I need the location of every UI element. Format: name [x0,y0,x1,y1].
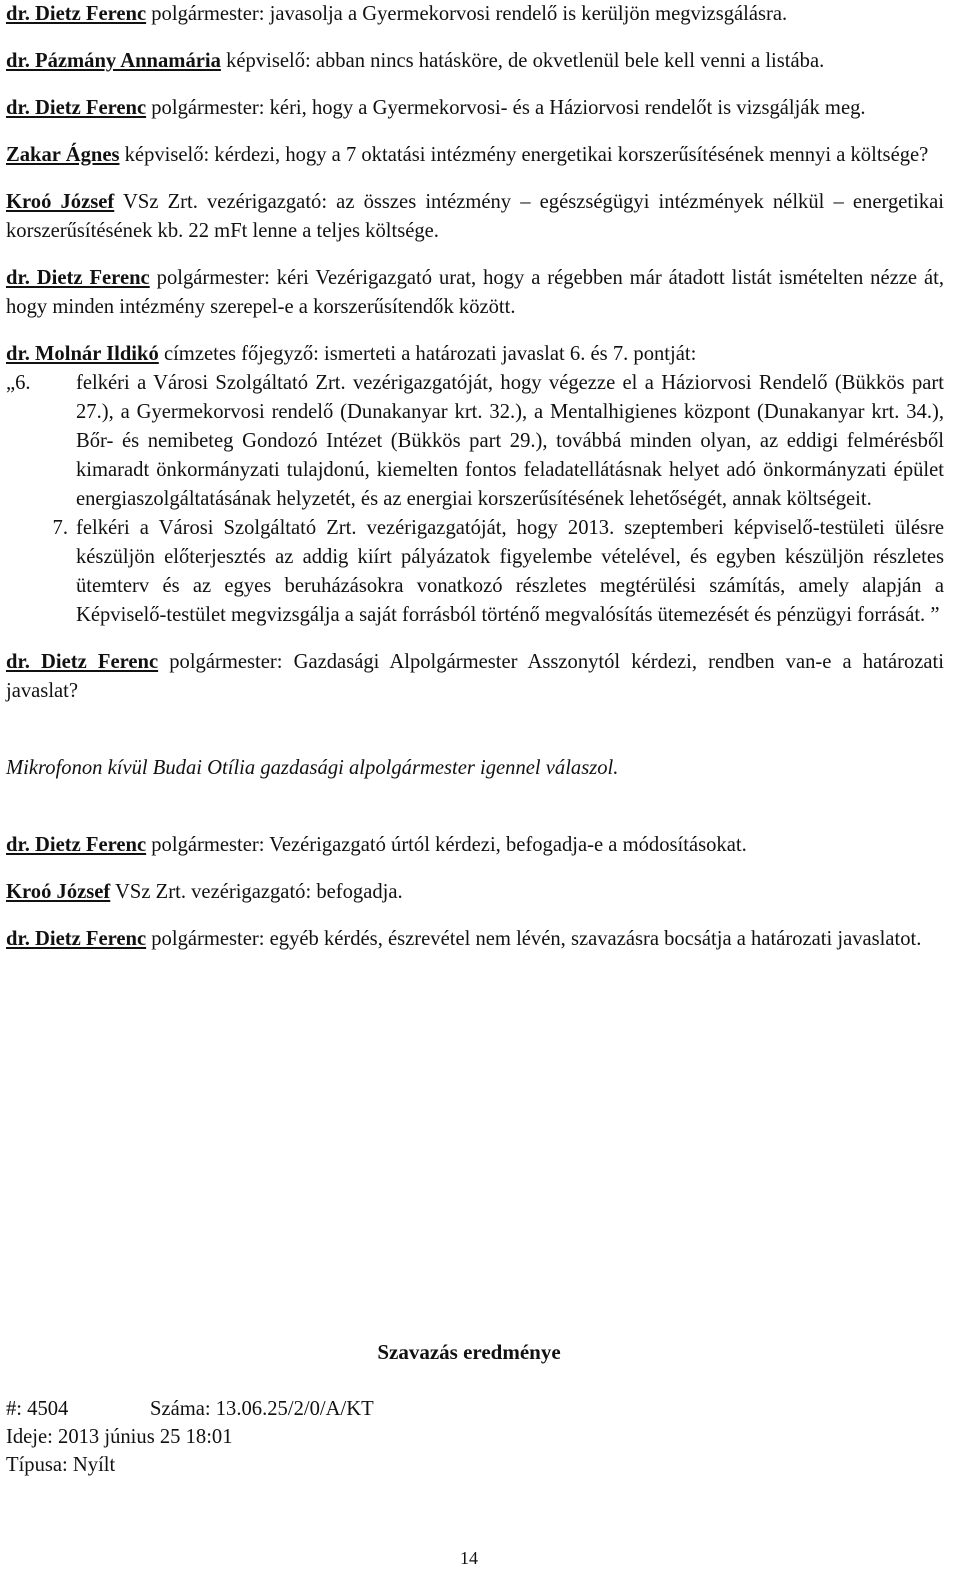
followup-paragraphs [6,648,944,706]
speaker-text: polgármester: Vezérigazgató úrtól kérdezi, befogadja-e a módosításokat. [146,834,747,856]
speaker-text: polgármester: kéri Vezérigazgató urat, hogy a régebben már átadott listát ismételten nézze át, hogy minden intézmény szerepel-e a korszerűsítendők között. [6,267,944,318]
speaker-name: Zakar Ágnes [6,144,120,166]
italic-note: Mikrofonon kívül Budai Otília gazdasági alpolgármester igennel válaszol. [6,757,619,779]
speaker-name: dr. Pázmány Annamária [6,50,221,72]
speaker-text: polgármester: javasolja a Gyermekorvosi rendelő is kerüljön megvizsgálásra. [146,3,788,25]
speaker-paragraph [6,340,944,369]
speaker-paragraph [6,264,944,322]
speaker-paragraph [6,878,944,907]
speaker-paragraph [6,648,944,706]
speaker-name: dr. Dietz Ferenc [6,651,159,673]
speaker-paragraph [6,47,944,76]
closing-paragraphs [6,831,944,954]
speaker-text: címzetes főjegyző: ismerteti a határozati javaslat 6. és 7. pontját: [158,343,697,365]
page-number: 14 [460,1548,478,1568]
speaker-name: Kroó József [6,191,115,213]
list-text: felkéri a Városi Szolgáltató Zrt. vezérigazgatóját, hogy végezze el a Háziorvosi Rendelő (Bükkös part 27.), a Gyermekorvosi rendelő (Dunakanyar krt. 32.), a Mentalhigienes központ (Dunakanyar krt. 34.), Bőr- és nemibeteg Gondozó Intézet (Bükkös part 29.), továbbá minden olyan, az eddigi felmérésből kimaradt önkormányzati tulajdonú, kiemelten fontos feladatellátásnak helyet adó önkormányzati épület energiaszolgáltatásának helyzetét, és az energiai korszerűsítésének lehetőségét, annak költségeit. [76,372,944,510]
vote-type: Típusa: Nyílt [6,1454,116,1476]
list-number: „6. [6,372,31,394]
speaker-text: képviselő: kérdezi, hogy a 7 oktatási intézmény energetikai korszerűsítésének mennyi a költsége? [119,144,929,166]
speaker-text: VSz Zrt. vezérigazgató: az összes intézmény – egészségügyi intézmények nélkül – energetikai korszerűsítésének kb. 22 mFt lenne a teljes költsége. [6,191,944,242]
speaker-text: polgármester: Gazdasági Alpolgármester Asszonytól kérdezi, rendben van-e a határozati javaslat? [6,651,944,702]
speaker-text: polgármester: egyéb kérdés, észrevétel nem lévén, szavazásra bocsátja a határozati javaslatot. [146,928,922,950]
speaker-paragraph [6,188,944,246]
speaker-paragraph [6,925,944,954]
speaker-name: Kroó József [6,881,111,903]
speaker-paragraph [6,94,944,123]
resolution-list [6,369,944,630]
speaker-name: dr. Molnár Ildikó [6,343,159,365]
vote-id: #: 4504 [6,1398,69,1420]
speaker-text: képviselő: abban nincs hatásköre, de okvetlenül bele kell venni a listába. [220,50,825,72]
vote-heading: Szavazás eredménye [377,1340,561,1364]
speaker-name: dr. Dietz Ferenc [6,97,147,119]
discussion-paragraphs [6,0,944,369]
list-number: 7. [52,517,68,539]
speaker-name: dr. Dietz Ferenc [6,267,150,289]
speaker-text: polgármester: kéri, hogy a Gyermekorvosi- és a Háziorvosi rendelőt is vizsgálják meg. [146,97,866,119]
speaker-text: VSz Zrt. vezérigazgató: befogadja. [110,881,403,903]
speaker-paragraph [6,141,944,170]
list-item [6,514,944,630]
speaker-name: dr. Dietz Ferenc [6,928,147,950]
speaker-paragraph [6,831,944,860]
vote-time: Ideje: 2013 június 25 18:01 [6,1426,233,1448]
list-item [6,369,944,514]
speaker-paragraph [6,0,944,29]
list-text: felkéri a Városi Szolgáltató Zrt. vezérigazgatóját, hogy 2013. szeptemberi képviselő-testületi ülésre készüljön előterjesztés az addig kiírt pályázatok figyelembe vételével, és egyben készüljön részletes ütemterv és az egyes beruházásokra vonatkozó részletes megtérülési számítás, amely alapján a Képviselő-testület megvizsgálja a saját forrásból történő megvalósítás ütemezését és pénzügyi forrását. ” [76,517,944,626]
speaker-name: dr. Dietz Ferenc [6,3,147,25]
document-page [6,0,944,954]
vote-number: Száma: 13.06.25/2/0/A/KT [150,1398,374,1420]
speaker-name: dr. Dietz Ferenc [6,834,147,856]
